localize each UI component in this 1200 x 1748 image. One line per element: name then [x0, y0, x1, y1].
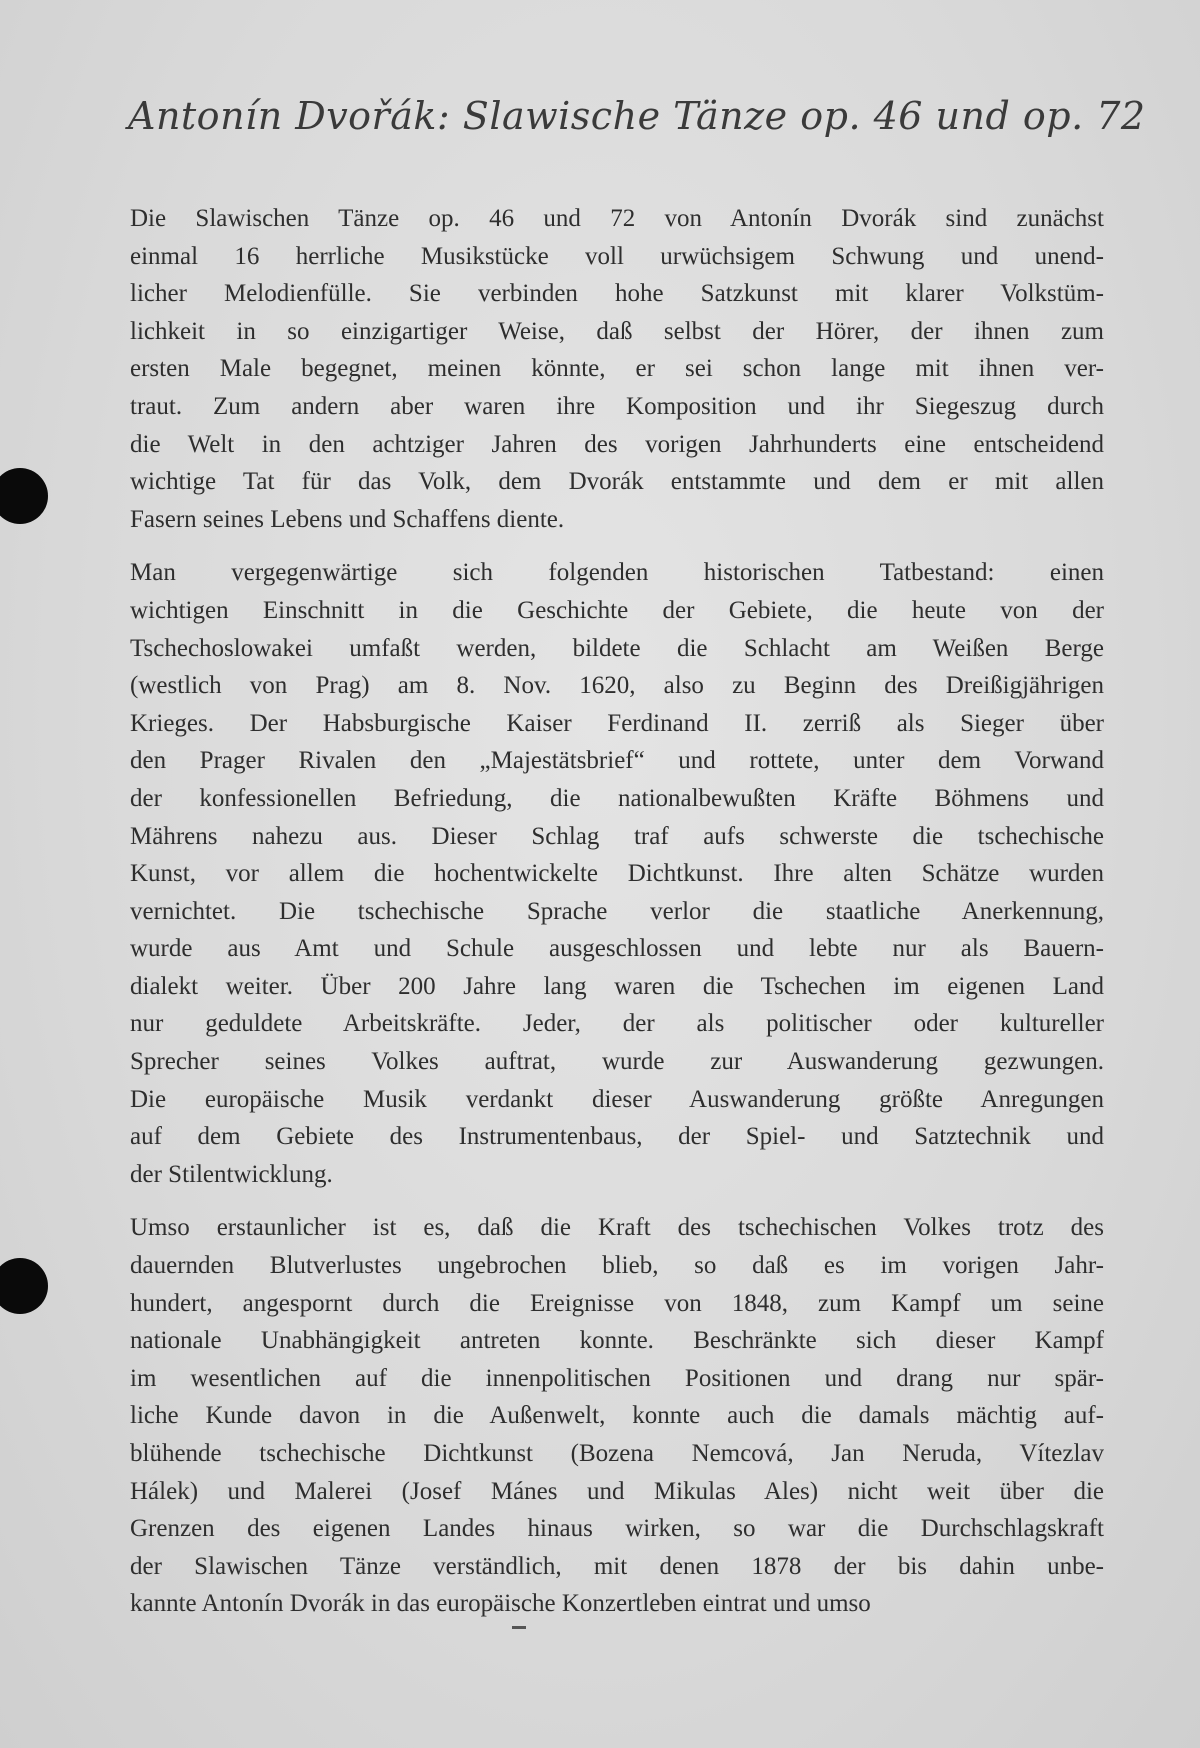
- text-line: auf dem Gebiete des Instrumentenbaus, der Spiel- und Satztechnik und: [130, 1123, 1104, 1151]
- text-line: wichtigen Einschnitt in die Geschichte der Gebiete, die heute von der: [130, 596, 1104, 624]
- punch-hole: [0, 1258, 48, 1314]
- text-line: nur geduldete Arbeitskräfte. Jeder, der als politischer oder kultureller: [130, 1010, 1104, 1038]
- text-line: hundert, angespornt durch die Ereignisse von 1848, zum Kampf um seine: [130, 1289, 1104, 1317]
- text-line: im wesentlichen auf die innenpolitischen Positionen und drang nur spär-: [130, 1364, 1104, 1392]
- text-line: traut. Zum andern aber waren ihre Komposition und ihr Siegeszug durch: [130, 392, 1104, 420]
- text-line: der Stilentwicklung.: [130, 1160, 333, 1188]
- text-line: die Welt in den achtziger Jahren des vorigen Jahrhunderts eine entscheidend: [130, 430, 1104, 458]
- text-line: Hálek) und Malerei (Josef Mánes und Mikulas Ales) nicht weit über die: [130, 1477, 1104, 1505]
- page-mark: [512, 1626, 526, 1629]
- text-line: nationale Unabhängigkeit antreten konnte. Beschränkte sich dieser Kampf: [130, 1327, 1104, 1355]
- text-line: kannte Antonín Dvorák in das europäische Konzertleben eintrat und umso: [130, 1590, 871, 1618]
- text-line: wichtige Tat für das Volk, dem Dvorák entstammte und dem er mit allen: [130, 468, 1104, 496]
- text-line: der konfessionellen Befriedung, die nationalbewußten Kräfte Böhmens und: [130, 784, 1104, 812]
- article-body: [130, 200, 1104, 1639]
- text-line: Tschechoslowakei umfaßt werden, bildete die Schlacht am Weißen Berge: [130, 634, 1104, 662]
- text-line: Sprecher seines Volkes auftrat, wurde zur Auswanderung gezwungen.: [130, 1048, 1104, 1076]
- text-line: Die Slawischen Tänze op. 46 und 72 von Antonín Dvorák sind zunächst: [130, 205, 1104, 232]
- text-line: den Prager Rivalen den „Majestätsbrief“ und rottete, unter dem Vorwand: [130, 747, 1104, 775]
- text-line: Die europäische Musik verdankt dieser Auswanderung größte Anregungen: [130, 1085, 1104, 1113]
- text-line: Grenzen des eigenen Landes hinaus wirken, so war die Durchschlagskraft: [130, 1515, 1104, 1543]
- text-line: dauernden Blutverlustes ungebrochen blieb, so daß es im vorigen Jahr-: [130, 1252, 1104, 1280]
- text-line: dialekt weiter. Über 200 Jahre lang waren die Tschechen im eigenen Land: [130, 972, 1104, 1000]
- text-line: Fasern seines Lebens und Schaffens diente.: [130, 505, 565, 533]
- text-line: lichkeit in so einzigartiger Weise, daß selbst der Hörer, der ihnen zum: [130, 317, 1104, 345]
- text-line: licher Melodienfülle. Sie verbinden hohe Satzkunst mit klarer Volkstüm-: [130, 280, 1104, 308]
- text-line: Mährens nahezu aus. Dieser Schlag traf aufs schwerste die tschechische: [130, 822, 1104, 850]
- paragraph: [130, 200, 1104, 538]
- text-line: Man vergegenwärtige sich folgenden historischen Tatbestand: einen: [130, 559, 1104, 587]
- page-title: Antonín Dvořák: Slawische Tänze op. 46 und op. 72: [128, 94, 1146, 138]
- text-line: (westlich von Prag) am 8. Nov. 1620, also zu Beginn des Dreißigjährigen: [130, 672, 1104, 700]
- text-line: der Slawischen Tänze verständlich, mit denen 1878 der bis dahin unbe-: [130, 1552, 1104, 1580]
- text-line: ersten Male begegnet, meinen könnte, er sei schon lange mit ihnen ver-: [130, 355, 1104, 383]
- text-line: blühende tschechische Dichtkunst (Bozena Nemcová, Jan Neruda, Vítezlav: [130, 1440, 1104, 1467]
- text-line: einmal 16 herrliche Musikstücke voll urwüchsigem Schwung und unend-: [130, 242, 1104, 270]
- punch-hole: [0, 468, 48, 524]
- text-line: liche Kunde davon in die Außenwelt, konnte auch die damals mächtig auf-: [130, 1402, 1104, 1430]
- text-line: vernichtet. Die tschechische Sprache verlor die staatliche Anerkennung,: [130, 897, 1104, 925]
- text-line: wurde aus Amt und Schule ausgeschlossen und lebte nur als Bauern-: [130, 935, 1104, 963]
- text-line: Kunst, vor allem die hochentwickelte Dichtkunst. Ihre alten Schätze wurden: [130, 860, 1104, 888]
- text-line: Umso erstaunlicher ist es, daß die Kraft des tschechischen Volkes trotz des: [130, 1214, 1104, 1242]
- text-line: Krieges. Der Habsburgische Kaiser Ferdinand II. zerriß als Sieger über: [130, 709, 1104, 737]
- paragraph: [130, 1209, 1104, 1623]
- paragraph: [130, 554, 1104, 1193]
